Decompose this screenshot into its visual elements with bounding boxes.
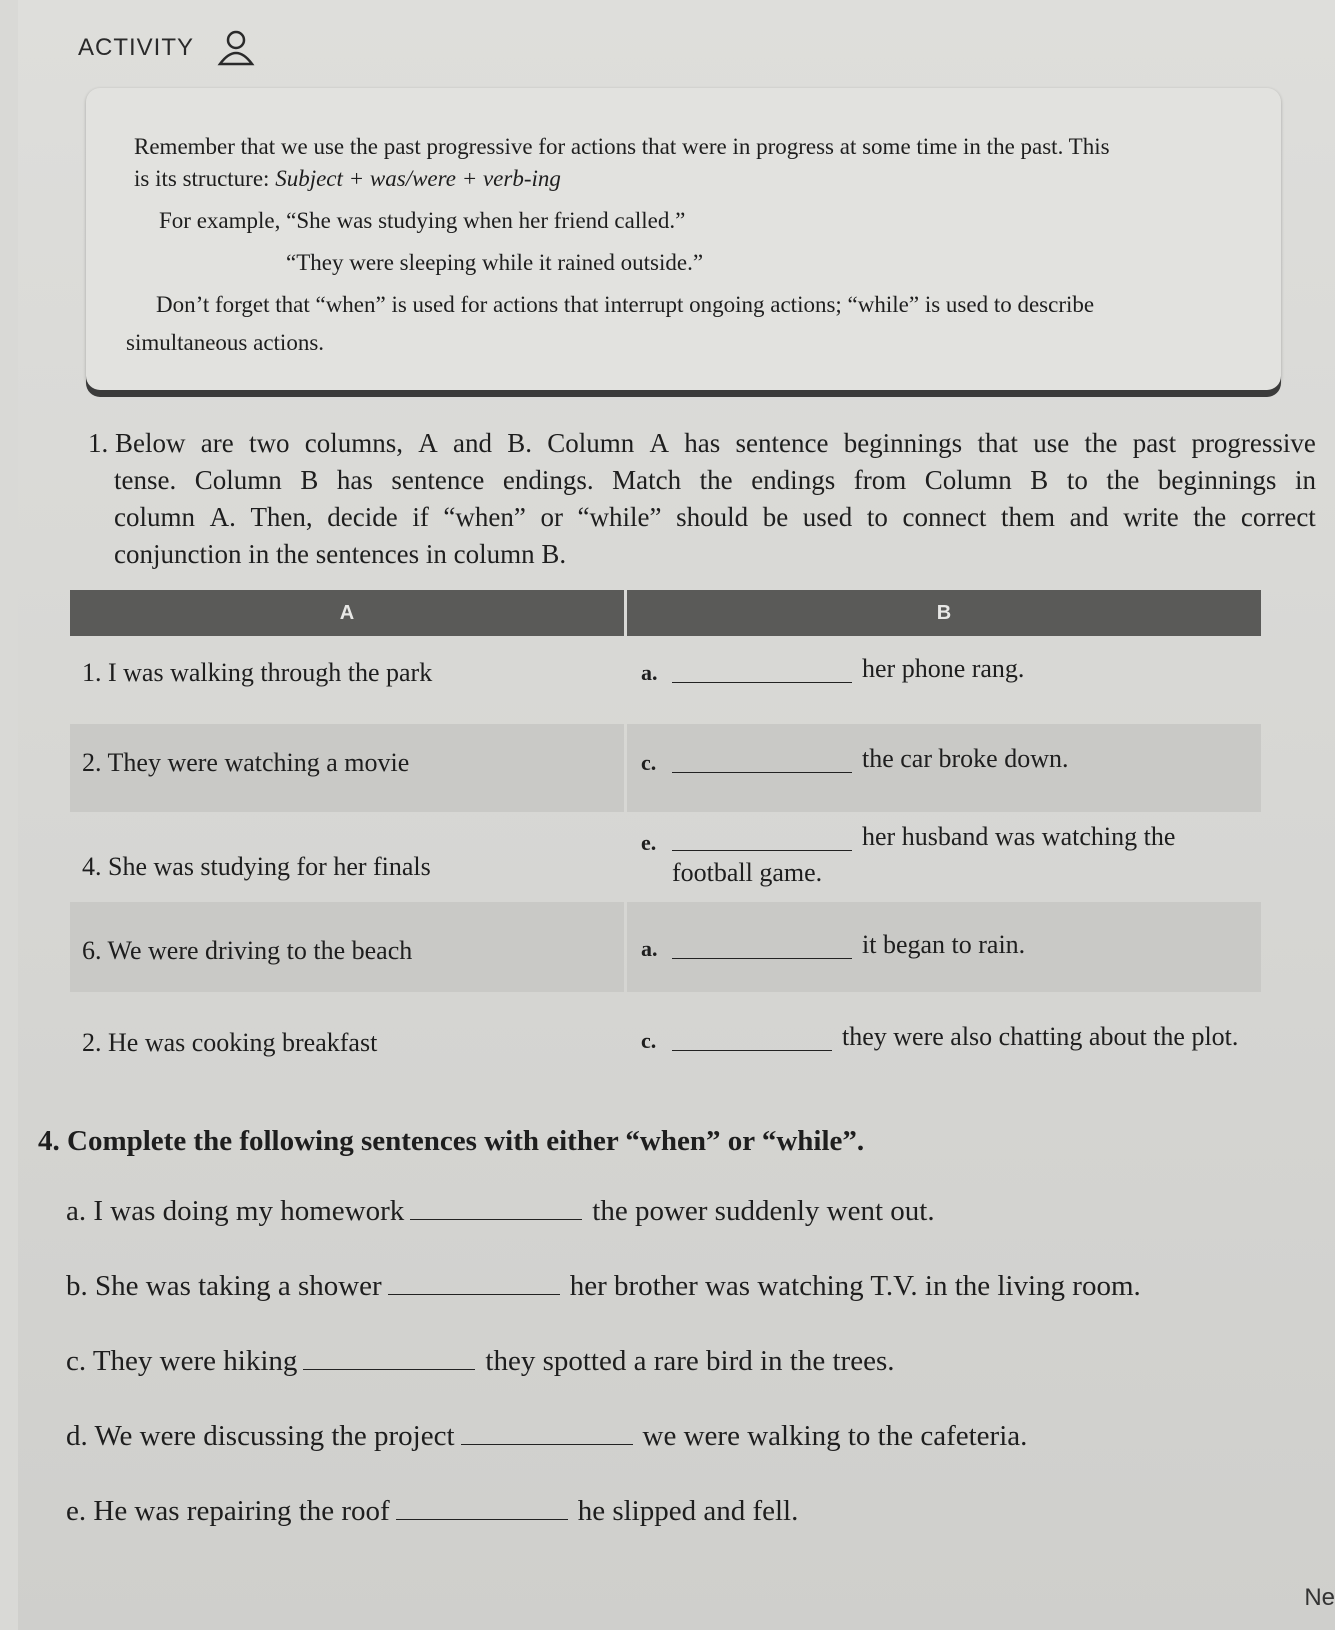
conjunction-blank[interactable] [461, 1443, 633, 1445]
instruction-word: B [300, 465, 319, 495]
conjunction-blank[interactable] [672, 850, 852, 851]
conjunction-blank[interactable] [672, 958, 852, 959]
column-b-ending: her phone rang. [862, 654, 1025, 683]
sentence-start: d. We were discussing the project [66, 1420, 455, 1452]
instruction-word: A [649, 428, 669, 458]
conjunction-blank[interactable] [672, 682, 852, 683]
instruction-word: sentence [735, 428, 829, 458]
matching-table [70, 590, 1316, 1078]
conjunction-blank[interactable] [388, 1293, 560, 1295]
instruction-word: and [1069, 502, 1109, 532]
instruction-word: has [336, 465, 373, 495]
answer-letter: c. [641, 1028, 657, 1053]
table-row [70, 812, 1316, 902]
sentence-start: b. She was taking a shower [66, 1270, 382, 1302]
instruction-word: tense. [114, 465, 177, 495]
conjunction-blank[interactable] [303, 1368, 475, 1370]
instruction-word: “when” [443, 502, 526, 532]
table-row [70, 636, 1316, 724]
instruction-word: or [540, 502, 563, 532]
instruction-word: write [1123, 502, 1179, 532]
answer-letter: c. [641, 750, 657, 775]
instruction-word: correct [1240, 502, 1316, 532]
instruction-word: the [1084, 428, 1118, 458]
table-row [70, 902, 1316, 992]
instruction-word: used [802, 502, 853, 532]
instruction-word: Column [194, 465, 282, 495]
column-b-ending: her husband was watching the [862, 822, 1176, 851]
conjunction-blank[interactable] [672, 1050, 832, 1051]
sentence-b [66, 1270, 1141, 1303]
instruction-word: in [1294, 465, 1316, 495]
column-a-text: 2. He was cooking breakfast [82, 1028, 378, 1057]
example-2: “They were sleeping while it rained outside.” [286, 250, 704, 275]
instruction-word: column [114, 502, 195, 532]
table-row [70, 992, 1316, 1078]
instruction-word: if [412, 502, 429, 532]
instruction-word: B. [507, 428, 532, 458]
instruction-word: Then, [250, 502, 313, 532]
instruction-word: decide [327, 502, 398, 532]
instruction-word: the [699, 465, 733, 495]
instruction-word: and [452, 428, 492, 458]
structure-label: is its structure: [134, 166, 270, 191]
instruction-line-2 [88, 462, 1316, 499]
instruction-line-1 [88, 425, 1316, 462]
grammar-note-line-2: simultaneous actions. [126, 330, 325, 355]
activity-title: ACTIVITY [78, 34, 195, 61]
column-a-header: A [70, 590, 624, 636]
instruction-word: endings [751, 465, 836, 495]
instruction-word: B [1030, 465, 1049, 495]
instruction-word: are [200, 428, 234, 458]
grammar-note-line-1: Don’t forget that “when” is used for actions that interrupt ongoing actions; “while” is used to describe [156, 292, 1095, 317]
instruction-word: use [1033, 428, 1070, 458]
conjunction-blank[interactable] [410, 1218, 582, 1220]
person-icon [216, 28, 256, 68]
sentence-end: the power suddenly went out. [592, 1195, 935, 1227]
instruction-word: progressive [1191, 428, 1316, 458]
column-a-text: 2. They were watching a movie [82, 748, 410, 777]
answer-letter: e. [641, 830, 657, 855]
sentence-start: e. He was repairing the roof [66, 1495, 390, 1527]
instruction-word: past [1132, 428, 1177, 458]
instruction-word: Column [547, 428, 635, 458]
instruction-word: sentence [391, 465, 485, 495]
column-a-text: 6. We were driving to the beach [82, 936, 413, 965]
instruction-word: “while” [577, 502, 662, 532]
instruction-word: the [1106, 465, 1140, 495]
sentence-end: we were walking to the cafeteria. [642, 1420, 1028, 1452]
worksheet-page [18, 0, 1335, 1630]
answer-letter: a. [641, 936, 658, 961]
grammar-line-1: Remember that we use the past progressive for actions that were in progress at some time in the past. This [134, 134, 1110, 159]
instruction-line-3 [88, 499, 1316, 536]
table-header [70, 590, 1316, 636]
sentence-end: he slipped and fell. [577, 1495, 799, 1527]
exercise-1-instructions [88, 425, 1316, 573]
sentence-end: they spotted a rare bird in the trees. [485, 1345, 895, 1377]
structure-formula: Subject + was/were + verb-ing [275, 166, 561, 191]
activity-header [78, 28, 256, 68]
answer-letter: a. [641, 660, 658, 685]
table-row [70, 724, 1316, 812]
instruction-word: be [762, 502, 789, 532]
exercise-4-title: 4. Complete the following sentences with either “when” or “while”. [38, 1125, 865, 1157]
sentence-start: a. I was doing my homework [66, 1195, 405, 1227]
instruction-word: 1. Below [88, 428, 186, 458]
column-b-ending: they were also chatting about the plot. [842, 1022, 1239, 1051]
sentence-e [66, 1495, 798, 1528]
column-b-ending-continued: football game. [672, 858, 823, 887]
instruction-word: to [866, 502, 888, 532]
sentence-end: her brother was watching T.V. in the living room. [569, 1270, 1141, 1302]
instruction-word: two [248, 428, 290, 458]
column-a-text: 4. She was studying for her finals [82, 852, 431, 881]
instruction-word: beginnings [1157, 465, 1277, 495]
example-1: For example, “She was studying when her friend called.” [159, 208, 686, 233]
instruction-word: the [1193, 502, 1227, 532]
instruction-word: beginnings [843, 428, 963, 458]
sentence-c [66, 1345, 894, 1378]
instruction-word: to [1066, 465, 1088, 495]
instruction-word: A. [209, 502, 236, 532]
instruction-line-4: conjunction in the sentences in column B. [114, 539, 567, 569]
conjunction-blank[interactable] [672, 772, 852, 773]
column-b-ending: the car broke down. [862, 744, 1069, 773]
page-corner-text: Ne [1304, 1584, 1335, 1611]
grammar-line-2 [134, 164, 561, 194]
instruction-word: that [977, 428, 1018, 458]
instruction-word: Match [612, 465, 682, 495]
column-a-text: 1. I was walking through the park [82, 658, 433, 687]
instruction-word: should [676, 502, 749, 532]
sentence-start: c. They were hiking [66, 1345, 298, 1377]
instruction-word: endings. [502, 465, 594, 495]
instruction-word: connect [902, 502, 987, 532]
instruction-word: Column [924, 465, 1012, 495]
instruction-word: has [684, 428, 721, 458]
sentence-a [66, 1195, 935, 1228]
column-b-header: B [627, 590, 1261, 636]
instruction-word: columns, [304, 428, 403, 458]
grammar-rule-box [86, 88, 1281, 390]
conjunction-blank[interactable] [396, 1518, 568, 1520]
instruction-word: from [853, 465, 907, 495]
instruction-word: A [418, 428, 438, 458]
sentence-d [66, 1420, 1027, 1453]
instruction-word: them [1001, 502, 1056, 532]
column-b-ending: it began to rain. [862, 930, 1026, 959]
